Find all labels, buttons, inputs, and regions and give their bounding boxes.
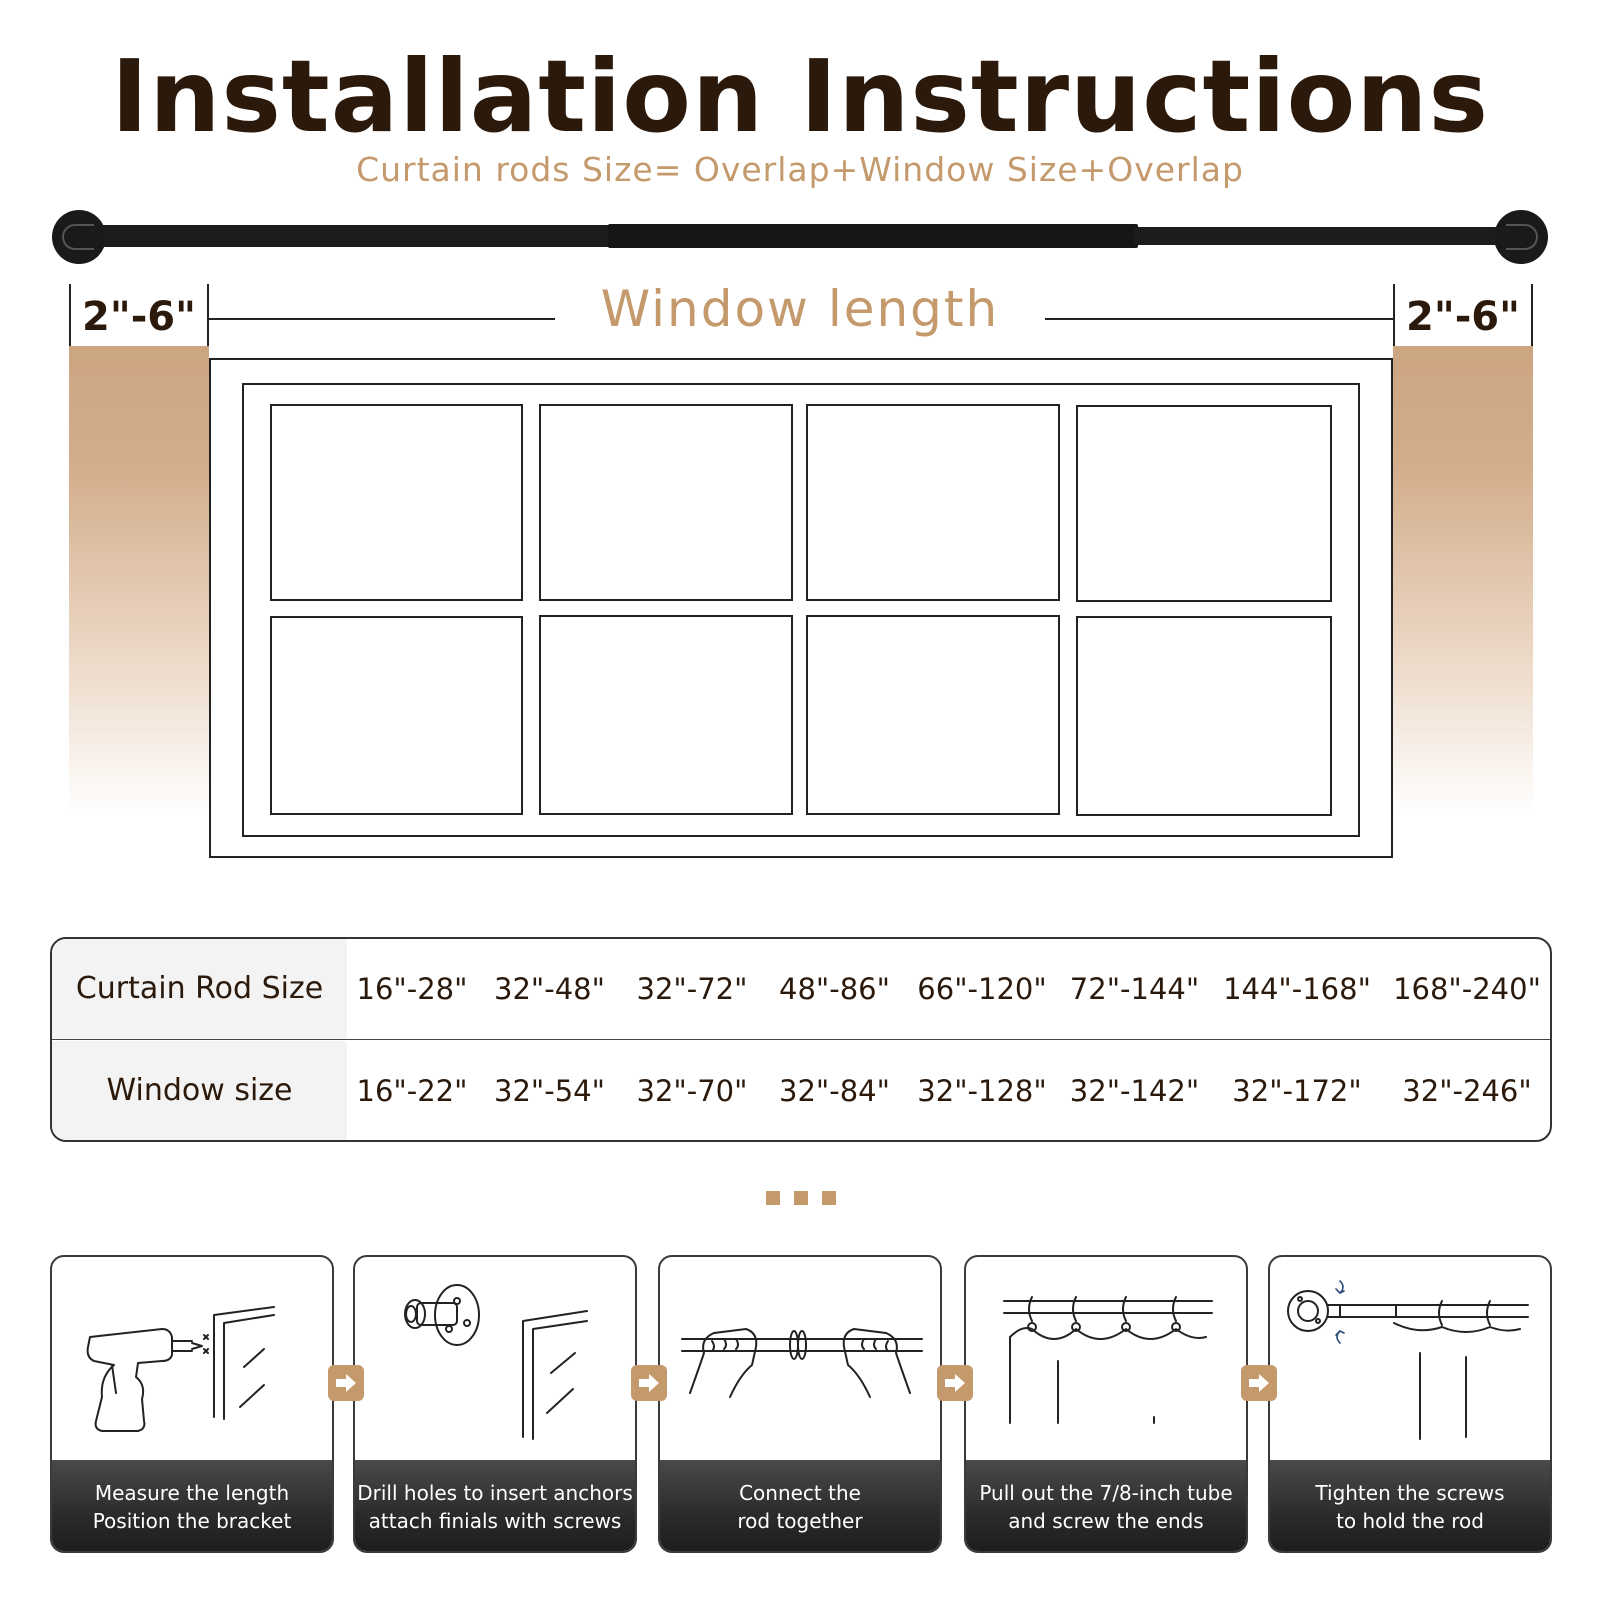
- window-pane: [539, 615, 793, 815]
- drill-icon: [52, 1257, 332, 1460]
- step-caption-line: to hold the rod: [1336, 1509, 1484, 1533]
- step-caption-line: attach finials with screws: [368, 1509, 622, 1533]
- page-title: Installation Instructions: [110, 38, 1490, 155]
- arrow-right-icon: [937, 1365, 973, 1401]
- table-cell: 72"-144": [1069, 972, 1200, 1006]
- table-row: [52, 1041, 1550, 1142]
- window-pane: [1076, 616, 1332, 816]
- rod-segment: [608, 224, 1138, 248]
- row-header-rod-size: Curtain Rod Size: [52, 939, 347, 1039]
- table-cell: 32"-246": [1402, 1074, 1532, 1108]
- step-caption: [660, 1460, 940, 1553]
- window-pane: [806, 615, 1060, 815]
- step-caption-line: rod together: [737, 1509, 863, 1533]
- curtain-rod: [52, 210, 1548, 262]
- hands-rod-icon: [660, 1257, 940, 1460]
- window-pane: [539, 404, 793, 601]
- rod-segment: [92, 225, 612, 247]
- table-cell: 32"-128": [917, 1074, 1047, 1108]
- table-cell: 32"-48": [494, 972, 605, 1006]
- window-length-line-right: [1045, 318, 1393, 320]
- step-caption: [52, 1460, 332, 1553]
- table-cell: 32"-70": [636, 1074, 748, 1108]
- table-row: [52, 939, 1550, 1040]
- arrow-right-icon: [1241, 1365, 1277, 1401]
- overlap-left: [69, 284, 209, 814]
- step-caption-line: Position the bracket: [92, 1509, 292, 1533]
- step-caption-line: Connect the: [739, 1481, 861, 1505]
- arrow-right-icon: [328, 1365, 364, 1401]
- step-card-1: [50, 1255, 334, 1553]
- table-cell: 144"-168": [1223, 972, 1371, 1006]
- overlap-right: [1393, 284, 1533, 814]
- finial-right-icon: [1494, 210, 1548, 264]
- table-cell: 16"-22": [356, 1074, 468, 1108]
- table-cell: 32"-54": [494, 1074, 605, 1108]
- window-length-label: Window length: [600, 280, 1000, 338]
- step-caption: [1270, 1460, 1550, 1553]
- step-card-4: [964, 1255, 1248, 1553]
- bracket-icon: [355, 1257, 635, 1460]
- step-card-5: [1268, 1255, 1552, 1553]
- step-caption-line: Tighten the screws: [1315, 1481, 1505, 1505]
- step-caption-line: Drill holes to insert anchors: [357, 1481, 633, 1505]
- window-pane: [806, 404, 1060, 601]
- formula-subtitle: Curtain rods Size= Overlap+Window Size+Overlap: [356, 150, 1244, 189]
- size-table: [50, 937, 1552, 1142]
- table-cell: 32"-142": [1069, 1074, 1200, 1108]
- rod-segment: [1134, 227, 1516, 245]
- step-caption: [355, 1460, 635, 1553]
- window-pane: [270, 616, 523, 815]
- table-cell: 32"-84": [779, 1074, 890, 1108]
- step-caption-line: Measure the length: [94, 1481, 290, 1505]
- step-caption: [966, 1460, 1246, 1553]
- table-cell: 48"-86": [779, 972, 890, 1006]
- window-pane: [1076, 405, 1332, 602]
- arrow-right-icon: [631, 1365, 667, 1401]
- step-caption-line: Pull out the 7/8-inch tube: [979, 1481, 1233, 1505]
- table-cell: 16"-28": [356, 972, 468, 1006]
- table-cell: 32"-72": [636, 972, 748, 1006]
- row-header-window-size: Window size: [52, 1041, 347, 1142]
- table-cell: 168"-240": [1393, 972, 1541, 1006]
- step-card-3: [658, 1255, 942, 1553]
- table-cell: 66"-120": [917, 972, 1047, 1006]
- overlap-right-label: 2"-6": [1393, 284, 1533, 346]
- step-caption-line: and screw the ends: [1008, 1509, 1204, 1533]
- step-card-2: [353, 1255, 637, 1553]
- finial-left-icon: [52, 210, 106, 264]
- window-length-line-left: [209, 318, 555, 320]
- screw-tighten-icon: [1270, 1257, 1550, 1460]
- window-pane: [270, 404, 523, 601]
- table-cell: 32"-172": [1232, 1074, 1362, 1108]
- curtain-rings-icon: [966, 1257, 1246, 1460]
- overlap-left-label: 2"-6": [69, 284, 209, 346]
- separator-dots: [766, 1191, 840, 1207]
